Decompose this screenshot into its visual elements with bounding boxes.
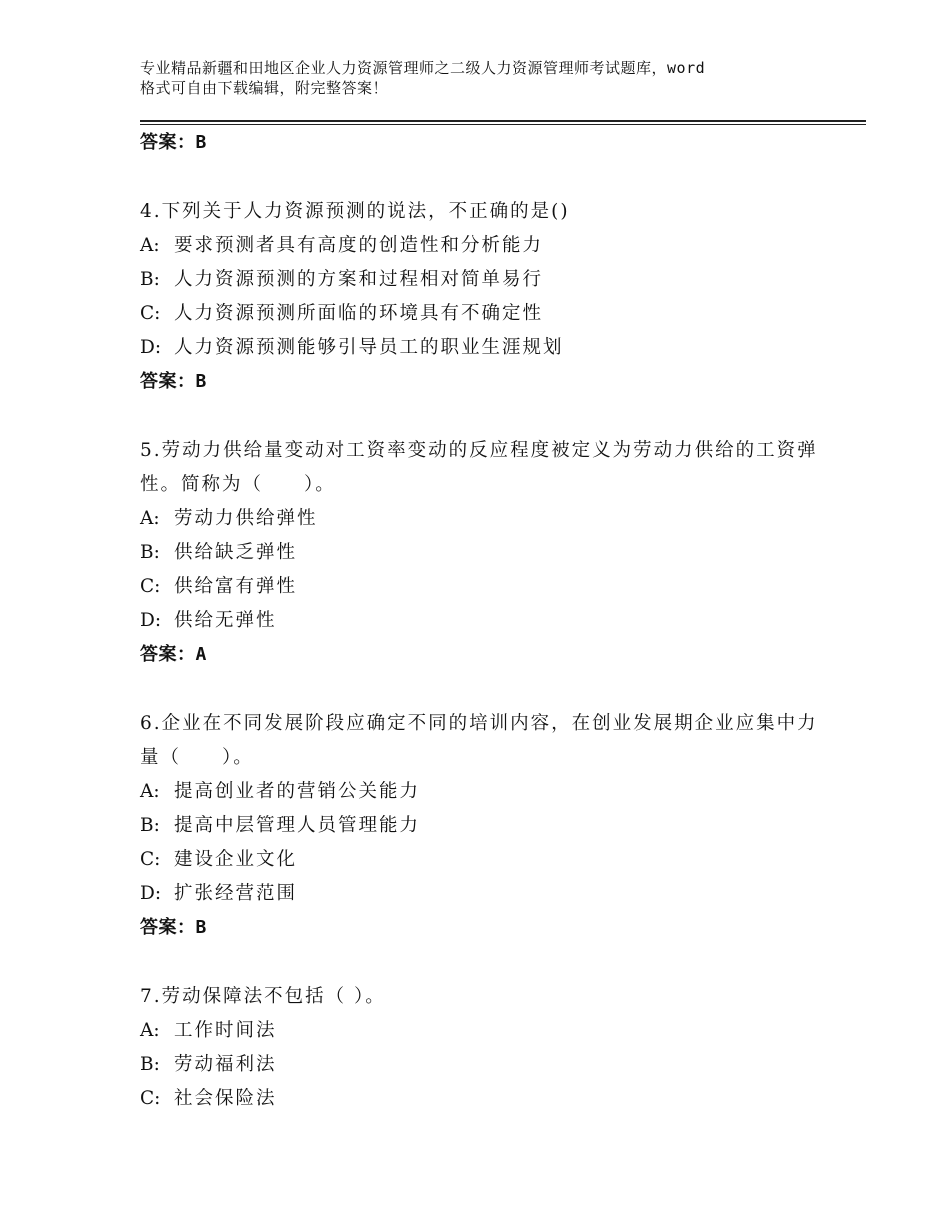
option-text: 提高创业者的营销公关能力 [174,781,421,802]
option-text: 人力资源预测能够引导员工的职业生涯规划 [174,337,564,358]
option-key: C: [140,1088,161,1109]
question-4 [140,195,820,399]
option-key: C: [140,849,161,870]
option-a [140,775,820,809]
answer-label: 答案：B [140,371,207,392]
option-c [140,1082,820,1116]
option-key: B: [140,542,160,563]
option-text: 人力资源预测的方案和过程相对简单易行 [174,269,544,290]
option-b [140,536,820,570]
question-stem: 4.下列关于人力资源预测的说法，不正确的是() [140,201,570,222]
option-text: 扩张经营范围 [174,883,298,904]
option-key: A: [140,781,160,802]
option-b [140,1048,820,1082]
question-6 [140,707,820,945]
answer-label: 答案：B [140,917,207,938]
option-a [140,229,820,263]
option-key: C: [140,303,161,324]
option-text: 供给缺乏弹性 [174,542,298,563]
option-d [140,877,820,911]
option-d [140,331,820,365]
option-key: B: [140,269,160,290]
option-key: D: [140,610,162,631]
header-line-1: 专业精品新疆和田地区企业人力资源管理师之二级人力资源管理师考试题库，word [140,59,706,77]
header-divider [140,120,866,125]
document-header [140,58,840,98]
option-text: 供给无弹性 [174,610,277,631]
option-d [140,604,820,638]
option-key: C: [140,576,161,597]
option-c [140,297,820,331]
option-b [140,263,820,297]
option-text: 人力资源预测所面临的环境具有不确定性 [174,303,544,324]
option-text: 建设企业文化 [174,849,298,870]
option-key: D: [140,337,162,358]
option-key: A: [140,508,160,529]
answer-label: 答案：B [140,132,207,153]
option-text: 供给富有弹性 [174,576,298,597]
option-text: 工作时间法 [174,1020,277,1041]
option-b [140,809,820,843]
option-text: 劳动福利法 [174,1054,277,1075]
question-stem: 5.劳动力供给量变动对工资率变动的反应程度被定义为劳动力供给的工资弹性。简称为（ ）。 [140,440,818,495]
question-list [140,126,820,1116]
option-key: B: [140,815,160,836]
option-text: 劳动力供给弹性 [174,508,318,529]
option-text: 提高中层管理人员管理能力 [174,815,421,836]
option-key: B: [140,1054,160,1075]
header-line-2: 格式可自由下载编辑，附完整答案！ [140,79,389,97]
option-c [140,570,820,604]
option-c [140,843,820,877]
question-stem: 6.企业在不同发展阶段应确定不同的培训内容，在创业发展期企业应集中力量（ ）。 [140,713,818,768]
option-key: A: [140,1020,160,1041]
option-key: D: [140,883,162,904]
answer-label: 答案：A [140,644,207,665]
option-text: 要求预测者具有高度的创造性和分析能力 [174,235,544,256]
question-7 [140,980,820,1116]
question-stem: 7.劳动保障法不包括（ ）。 [140,986,386,1007]
option-a [140,502,820,536]
option-key: A: [140,235,160,256]
option-a [140,1014,820,1048]
question-5 [140,434,820,672]
option-text: 社会保险法 [174,1088,277,1109]
